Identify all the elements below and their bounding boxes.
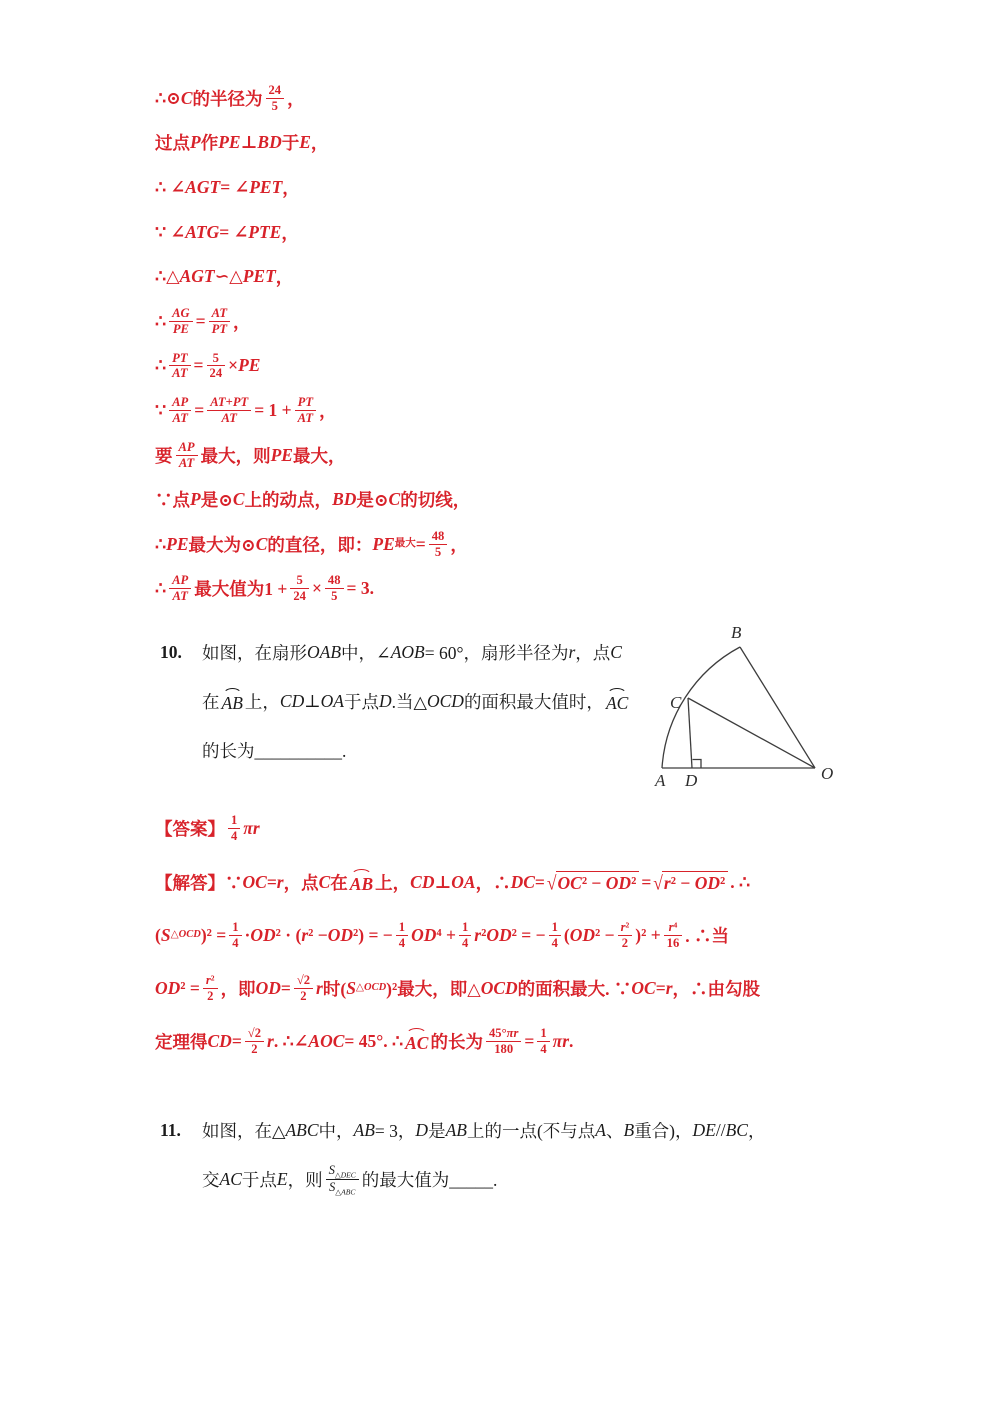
problem-11-text [202,1106,765,1204]
problem-10-number: 10. [160,642,182,662]
sector-oab-drawing [648,620,844,800]
text-line: 在 AB 上， CD ⊥ OA 于点 D .当△ OCD 的面积最大值时， AC [202,691,629,713]
segment-ob [740,647,815,768]
label-o: O [821,764,834,783]
sector-figure [648,620,844,805]
text-line: 要 $\frac{AP}{AT}$ 最大，则 PE 最大， [155,439,346,470]
problem-11 [160,1106,766,1204]
answer-10 [155,803,260,853]
text-line: 【解答】∵ OC = r ，点 C 在 AB 上， CD ⊥ OA ，∴ DC = √ OC² − OD² = √ r² − OD² . ∴ [155,871,751,895]
text-line: ∴ PE 最大为⊙ C 的直径，即： PE 最大 = $\frac{48}{5}$ ， [155,528,468,559]
text-line: 定理得 CD = $\frac{√2}{2}$ r . ∴∠ AOC = 45°. ∴ AC 的长为 $\frac{45^\circ\pi r}{180}$ = $\frac{1}{4}$ πr . [155,1026,574,1056]
text-line: ∵ $\frac{AP}{AT}$ = $\frac{AT+PT}{AT}$ = 1 + $\frac{PT}{AT}$ ， [155,395,337,425]
text-line: 【答案】 $\frac{1}{4}$ πr [155,812,260,843]
text-line: 如图，在△ ABC 中， AB = 3， D 是 AB 上的一点(不与点 A 、 B 重合)， DE // BC ， [202,1120,766,1141]
text-line: ∵点 P 是⊙ C 上的动点， BD 是⊙ C 的切线， [155,489,471,511]
text-line: ∴ $\frac{PT}{AT}$ = $\frac{5}{24}$ × PE [155,350,261,381]
segment-cd [688,698,692,768]
text-line: ( S △OCD )² = $\frac{1}{4}$ · OD ² · ( r ² − OD ²) = − $\frac{1}{4}$ OD ⁴ + $\frac{1}{4}$ r ² OD ² = − $\frac{1}{4}$ ( OD ² − $\frac{\text{r²}}{2}$ )² + $\frac{\text{r⁴}}{16}$ . ∴当 [155,920,730,950]
segment-oc [688,698,815,768]
label-d: D [685,771,698,790]
text-line: ∴△ AGT ∽△ PET ， [155,266,294,288]
text-line: 交 AC 于点 E ，则 $\frac{S_{\triangle DEC}}{S_{\triangle ABC}}$ 的最大值为_____. [202,1163,498,1197]
text-line: 如图，在扇形 OAB 中，∠ AOB = 60°，扇形半径为 r ，点 C [202,642,622,663]
text-line: ∴ $\frac{AG}{PE}$ = $\frac{AT}{PT}$ ， [155,305,251,336]
explanation-10 [155,856,760,1068]
problem-11-number: 11. [160,1120,181,1140]
label-c: C [670,693,682,712]
problem-10-text [202,628,630,775]
text-line: ∴ $\frac{AP}{AT}$ 最大值为1 + $\frac{5}{24}$ × $\frac{48}{5}$ = 3. [155,573,374,604]
text-line: ∴ ∠ AGT = ∠ PET ， [155,176,300,198]
text-line: 的长为__________. [202,741,347,761]
problem-10 [160,628,630,775]
label-a: A [655,771,666,790]
text-line: OD ² = $\frac{\text{r²}}{2}$ ，即 OD = $\frac{√2}{2}$ r 时( S △OCD )²最大，即△ OCD 的面积最大. ∵ OC = r ，∴由勾股 [155,973,761,1003]
text-line: ∴⊙ C 的半径为 $\frac{24}{5}$ ， [155,82,305,113]
text-line: 过点 P 作 PE ⊥ BD 于 E ， [155,132,329,154]
solution-9-steps [155,76,470,611]
label-b: B [731,623,742,642]
text-line: ∵ ∠ ATG = ∠ PTE ， [155,221,299,243]
right-angle-mark [693,760,702,769]
